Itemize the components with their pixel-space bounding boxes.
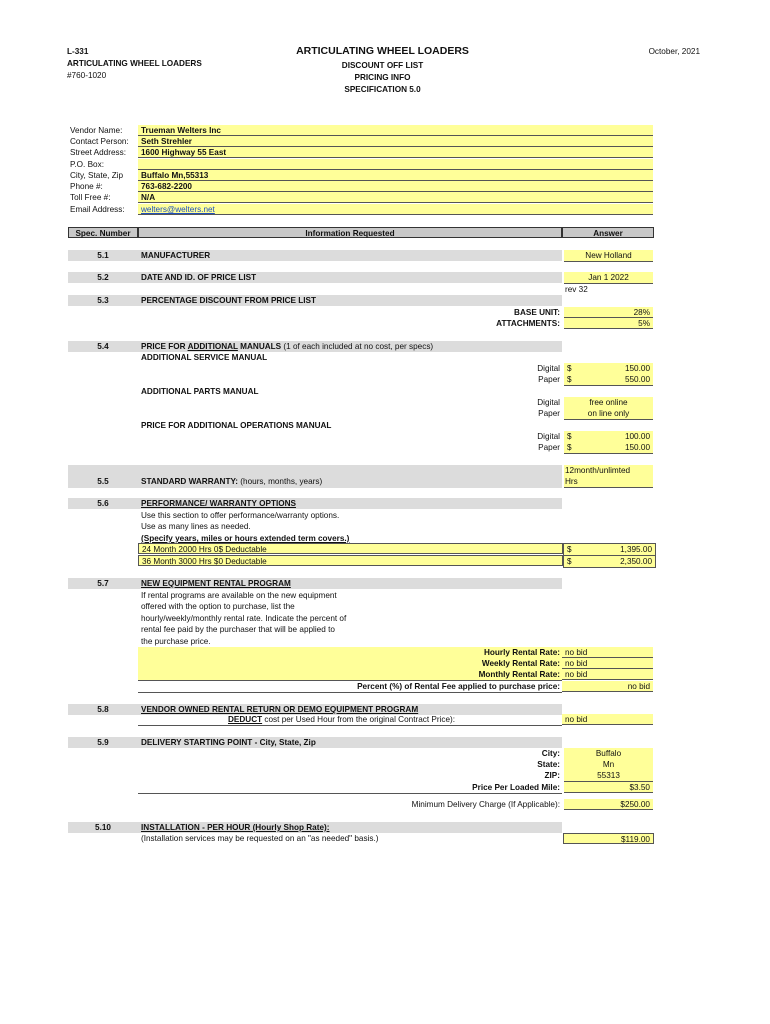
rental-instruction-5: the purchase price. (141, 637, 211, 646)
percent-rate-answer[interactable]: no bid (562, 681, 653, 692)
base-unit-label: BASE UNIT: (514, 308, 560, 317)
ops-digital-dollar: $ (567, 432, 572, 441)
demo-program-sub-rest: cost per Used Hour from the original Contract Price): (262, 715, 456, 724)
spec-number-5-2: 5.2 (97, 273, 109, 282)
spec-number-5-4: 5.4 (97, 342, 109, 351)
warranty-answer-line2: Hrs (565, 477, 578, 486)
page-subtitle-3: SPECIFICATION 5.0 (344, 85, 421, 94)
attachments-label: ATTACHMENTS: (496, 319, 560, 328)
rental-program-label: NEW EQUIPMENT RENTAL PROGRAM (141, 579, 291, 588)
warranty-answer-line1: 12month/unlimted (565, 466, 631, 475)
spec-number-5-7: 5.7 (97, 579, 109, 588)
warranty-label (141, 476, 322, 487)
parts-manual-label: ADDITIONAL PARTS MANUAL (141, 387, 259, 396)
spec-number-5-8: 5.8 (97, 705, 109, 714)
vendor-label-phone: Phone #: (70, 182, 103, 191)
operations-manual-label: PRICE FOR ADDITIONAL OPERATIONS MANUAL (141, 421, 332, 430)
vendor-label-name: Vendor Name: (70, 126, 123, 135)
manuals-label (141, 341, 433, 352)
state-answer[interactable]: Mn (564, 759, 653, 771)
installation-note: (Installation services may be requested on an "as needed" basis.) (141, 834, 379, 843)
demo-program-answer[interactable]: no bid (562, 714, 653, 725)
doc-subtitle: ARTICULATING WHEEL LOADERS (67, 59, 202, 68)
demo-program-sub (228, 714, 455, 725)
warranty-option-1-dollar: $ (567, 545, 572, 554)
minimum-delivery-answer[interactable]: $250.00 (564, 799, 653, 810)
state-label: State: (537, 760, 560, 769)
warranty-label-note: (hours, months, years) (238, 477, 323, 486)
percent-rate-label: Percent (%) of Rental Fee applied to purchase price: (357, 682, 560, 691)
rental-instruction-3: hourly/weekly/monthly rental rate. Indicate the percent of (141, 614, 347, 623)
header-information-requested: Information Requested (138, 227, 562, 238)
vendor-label-street: Street Address: (70, 148, 126, 157)
manuals-label-post: MANUALS (237, 342, 282, 351)
warranty-option-2-price[interactable] (563, 555, 656, 568)
service-digital-label: Digital (537, 364, 560, 373)
spec-number-5-9: 5.9 (97, 738, 109, 747)
service-digital-dollar: $ (567, 364, 572, 373)
vendor-label-city: City, State, Zip (70, 171, 124, 180)
performance-instruction-3: (Specify years, miles or hours extended term covers.) (141, 534, 350, 543)
ops-paper-dollar: $ (567, 443, 572, 452)
spec-number-5-1: 5.1 (97, 251, 109, 260)
minimum-delivery-label: Minimum Delivery Charge (If Applicable): (411, 800, 560, 809)
ops-paper-price: 150.00 (624, 443, 650, 452)
manufacturer-label: MANUFACTURER (141, 251, 211, 260)
vendor-label-pobox: P.O. Box: (70, 160, 104, 169)
ops-digital-price: 100.00 (624, 432, 650, 441)
loaded-mile-label: Price Per Loaded Mile: (472, 783, 560, 792)
manuals-label-pre: PRICE FOR (141, 342, 188, 351)
parts-digital-answer[interactable]: free online (564, 397, 653, 409)
warranty-answer[interactable] (564, 465, 653, 488)
hourly-rate-label: Hourly Rental Rate: (484, 648, 560, 657)
warranty-option-2-amount: 2,350.00 (620, 557, 652, 566)
manufacturer-answer[interactable]: New Holland (564, 250, 653, 262)
zip-answer[interactable]: 55313 (564, 770, 653, 782)
vendor-label-contact: Contact Person: (70, 137, 129, 146)
manuals-label-additional: ADDITIONAL (187, 342, 238, 351)
service-digital-price: 150.00 (624, 364, 650, 373)
monthly-rate-label: Monthly Rental Rate: (478, 670, 560, 679)
demo-program-deduct: DEDUCT (228, 715, 263, 724)
city-label: City: (541, 749, 560, 758)
doc-date: October, 2021 (648, 47, 700, 56)
ops-digital-label: Digital (537, 432, 560, 441)
percentage-discount-label: PERCENTAGE DISCOUNT FROM PRICE LIST (141, 296, 316, 305)
warranty-option-2[interactable]: 36 Month 3000 Hrs $0 Deductable (138, 555, 563, 566)
vendor-label-email: Email Address: (70, 205, 125, 214)
installation-answer[interactable]: $119.00 (563, 833, 654, 844)
base-unit-answer[interactable]: 28% (564, 307, 653, 318)
service-paper-label: Paper (538, 375, 560, 384)
vendor-street-field[interactable]: 1600 Highway 55 East (138, 147, 653, 158)
vendor-pobox-field[interactable] (138, 159, 653, 170)
hourly-rate-answer[interactable]: no bid (562, 647, 653, 658)
vendor-label-tollfree: Toll Free #: (70, 193, 111, 202)
monthly-rate-answer[interactable]: no bid (562, 669, 653, 680)
warranty-option-1[interactable]: 24 Month 2000 Hrs 0$ Deductable (138, 543, 563, 554)
vendor-email-field[interactable]: welters@welters.net (138, 204, 653, 215)
header-answer: Answer (562, 227, 654, 238)
installation-label: INSTALLATION - PER HOUR (Hourly Shop Rate): (141, 823, 330, 832)
attachments-answer[interactable]: 5% (564, 318, 653, 329)
ops-paper-label: Paper (538, 443, 560, 452)
performance-instruction-1: Use this section to offer performance/warranty options. (141, 511, 340, 520)
vendor-name-field[interactable]: Trueman Welters Inc (138, 125, 653, 136)
service-paper-price: 550.00 (624, 375, 650, 384)
spec-number-5-3: 5.3 (97, 296, 109, 305)
rental-instruction-2: offered with the option to purchase, list the (141, 602, 295, 611)
header-spec-number: Spec. Number (68, 227, 138, 238)
performance-options-label: PERFORMANCE/ WARRANTY OPTIONS (141, 499, 296, 508)
spec-number-5-10: 5.10 (95, 823, 111, 832)
service-paper-answer[interactable] (564, 374, 653, 386)
page-title: ARTICULATING WHEEL LOADERS (296, 45, 469, 57)
loaded-mile-answer[interactable]: $3.50 (564, 782, 653, 793)
city-answer[interactable]: Buffalo (564, 748, 653, 760)
demo-program-label: VENDOR OWNED RENTAL RETURN OR DEMO EQUIPMENT PROGRAM (141, 705, 419, 714)
vendor-phone-field[interactable]: 763-682-2200 (138, 181, 653, 192)
price-list-label: DATE AND ID. OF PRICE LIST (141, 273, 257, 282)
price-list-answer[interactable]: Jan 1 2022 (564, 272, 653, 284)
ops-paper-answer[interactable] (564, 442, 653, 454)
page-subtitle-1: DISCOUNT OFF LIST (341, 61, 424, 70)
vendor-tollfree-field[interactable]: N/A (138, 192, 653, 203)
performance-instruction-2: Use as many lines as needed. (141, 522, 251, 531)
rental-instruction-4: rental fee paid by the purchaser that will be applied to (141, 625, 335, 634)
vendor-city-field[interactable]: Buffalo Mn,55313 (138, 170, 653, 181)
doc-code: L-331 (67, 47, 89, 56)
weekly-rate-label: Weekly Rental Rate: (481, 659, 560, 668)
page-subtitle-2: PRICING INFO (354, 73, 411, 82)
service-manual-label: ADDITIONAL SERVICE MANUAL (141, 353, 268, 362)
doc-number: #760-1020 (67, 71, 107, 80)
warranty-option-2-dollar: $ (567, 557, 572, 566)
zip-label: ZIP: (544, 771, 560, 780)
warranty-option-1-amount: 1,395.00 (620, 545, 652, 554)
spec-number-5-6: 5.6 (97, 499, 109, 508)
vendor-contact-field[interactable]: Seth Strehler (138, 136, 653, 147)
parts-paper-answer[interactable]: on line only (564, 408, 653, 420)
manuals-label-note: (1 of each included at no cost, per specs) (281, 342, 434, 351)
delivery-point-label: DELIVERY STARTING POINT - City, State, Zip (141, 738, 316, 747)
price-list-rev: rev 32 (565, 285, 588, 294)
spec-number-5-5: 5.5 (97, 477, 109, 486)
service-paper-dollar: $ (567, 375, 572, 384)
weekly-rate-answer[interactable]: no bid (562, 658, 653, 669)
warranty-label-main: STANDARD WARRANTY: (141, 477, 239, 486)
parts-digital-label: Digital (537, 398, 560, 407)
rental-instruction-1: If rental programs are available on the new equipment (141, 591, 337, 600)
parts-paper-label: Paper (538, 409, 560, 418)
